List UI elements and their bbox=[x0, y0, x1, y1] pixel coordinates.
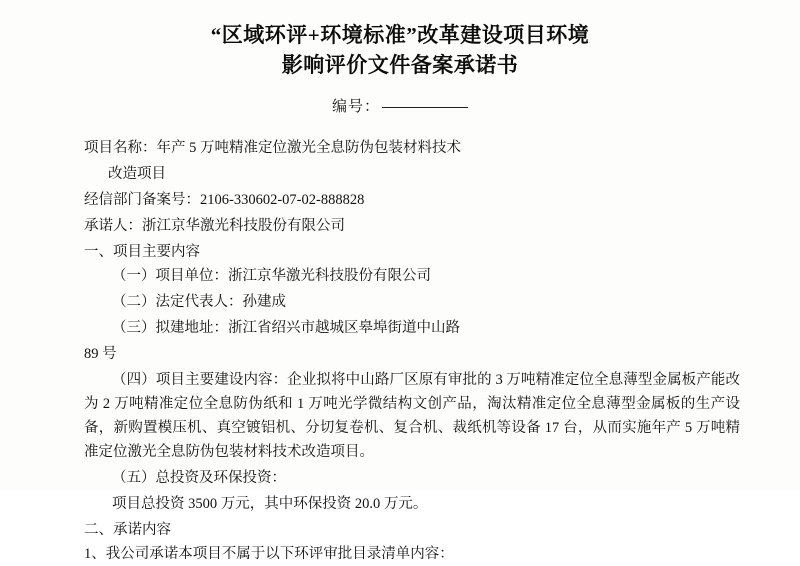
section2-item-1: 1、我公司承诺本项目不属于以下环评审批目录清单内容： bbox=[84, 546, 454, 562]
list-item-5-value: 项目总投资 3500 万元，其中环保投资 20.0 万元。 bbox=[112, 496, 428, 512]
title-line-2: 影响评价文件备案承诺书 bbox=[281, 53, 519, 77]
list-item-2: （二）法定代表人：孙建成 bbox=[112, 294, 286, 310]
field-record-number bbox=[60, 188, 740, 212]
serial-number-field bbox=[60, 96, 740, 118]
field-project-name-label: 项目名称： bbox=[84, 140, 157, 156]
field-project-name-value-cont: 改造项目 bbox=[108, 166, 166, 182]
list-item-4 bbox=[60, 368, 740, 464]
document-body bbox=[60, 136, 740, 566]
field-promisor-label: 承诺人： bbox=[84, 218, 142, 234]
list-item-3-cont: 89 号 bbox=[84, 346, 117, 362]
field-record-number-label: 经信部门备案号： bbox=[84, 192, 200, 208]
list-item-3: （三）拟建地址：浙江省绍兴市越城区皋埠街道中山路 bbox=[112, 320, 460, 336]
list-item-1: （一）项目单位：浙江京华激光科技股份有限公司 bbox=[112, 268, 431, 284]
field-project-name-value: 年产 5 万吨精准定位激光全息防伪包装材料技术 bbox=[156, 140, 461, 156]
field-promisor bbox=[60, 214, 740, 238]
list-item-5-label: （五）总投资及环保投资： bbox=[112, 470, 286, 486]
page-title bbox=[60, 20, 740, 80]
field-promisor-value: 浙江京华激光科技股份有限公司 bbox=[142, 218, 345, 234]
section-heading-1: 一、项目主要内容 bbox=[84, 244, 200, 260]
field-project-name bbox=[60, 136, 740, 160]
list-item-4-text: （四）项目主要建设内容：企业拟将中山路厂区原有审批的 3 万吨精准定位全息薄型金属板产能改为 2 万吨精准定位全息防伪纸和 1 万吨光学微结构文创产品，淘汰精准定位全息薄型金属板的生产设备，新购置模压机、真空镀铝机、分切复卷机、复合机、裁纸机等设备 17 台，从而实施年产 5 万吨精准定位激光全息防伪包装材料技术改造项目。 bbox=[84, 372, 740, 460]
title-line-1: “区域环评+环境标准”改革建设项目环境 bbox=[210, 23, 590, 47]
serial-number-label: 编号： bbox=[331, 99, 380, 115]
section-heading-2: 二、承诺内容 bbox=[84, 522, 171, 538]
field-record-number-value: 2106-330602-07-02-888828 bbox=[200, 192, 365, 208]
serial-number-blank bbox=[382, 107, 468, 108]
field-project-name-cont bbox=[60, 162, 740, 186]
